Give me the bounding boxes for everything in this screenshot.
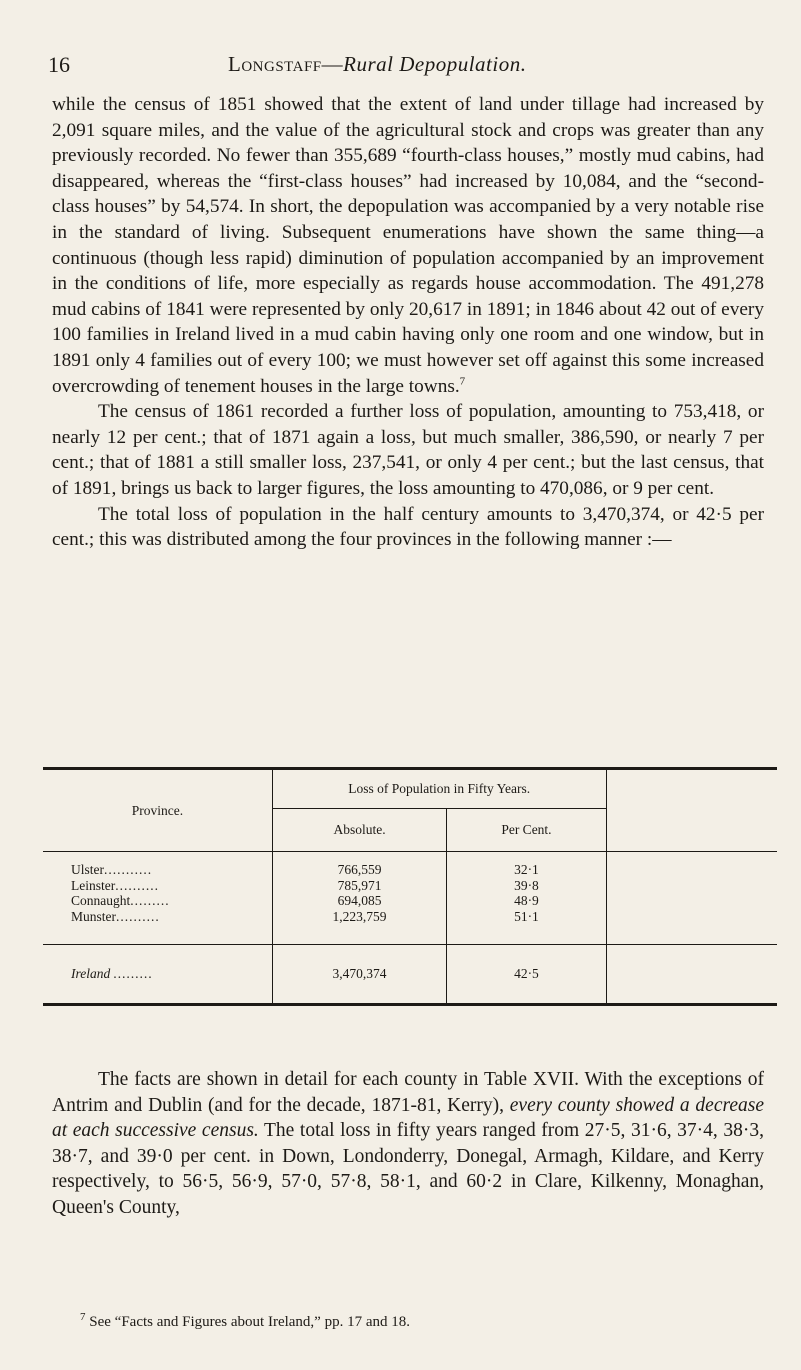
running-author: Longstaff — [228, 52, 322, 76]
running-title — [228, 52, 526, 77]
absolute-list — [272, 852, 446, 945]
paragraph-4: The facts are shown in detail for each county in Table XVII. With the exceptions of Antrim and Dublin (and for the decade, 1871-81, Kerry), every county showed a decrease at each successive census. The total loss in fifty years ranged from 27·5, 31·6, 37·4, 38·3, 38·7, and 39·0 per cent. in Down, Londonderry, Donegal, Armagh, Kildare, and Kerry respectively, to 56·5, 56·9, 57·0, 57·8, 58·1, and 60·2 in Clare, Kilkenny, Monaghan, Queen's County, — [52, 1069, 764, 1218]
running-header — [48, 52, 761, 86]
footnote — [80, 1311, 410, 1331]
footnote-mark: 7 — [80, 1311, 86, 1323]
table-row-ulster: Ulster........... — [71, 862, 153, 877]
blank-column — [606, 769, 777, 852]
blank-cell — [606, 852, 777, 945]
header-absolute: Absolute. — [272, 809, 446, 852]
table-row-total — [43, 945, 777, 1005]
total-absolute: 3,470,374 — [272, 945, 446, 1005]
percent-ulster: 32·1 — [514, 862, 539, 877]
header-province: Province. — [131, 802, 184, 818]
emphasis-text: every county showed a decrease at each successive census. — [52, 1094, 764, 1142]
absolute-connaught: 694,085 — [337, 893, 382, 909]
total-province: Ireland ......... — [43, 945, 272, 1005]
body-text-after-table — [52, 1067, 764, 1221]
footnote-ref: 7 — [459, 375, 466, 388]
paragraph-1: while the census of 1851 showed that the extent of land under tillage had increased by 2,091 square miles, and the value of the agricultural stock and crops was greater than any previously recorded. No fewer than 355,689 “fourth-class houses,” mostly mud cabins, had disappeared, whereas the “first-class houses” had increased by 10,084, and the “second-class houses” by 54,574. In short, the depopulation was accompanied by a very notable rise in the standard of living. Subsequent enumerations have shown the same thing—a continuous (though less rapid) diminution of population accompanied by an improvement in the conditions of life, more especially as regards house accommodation. The 491,278 mud cabins of 1841 were represented by only 20,617 in 1891; in 1846 about 42 out of every 100 families in Ireland lived in a mud cabin having only one room and one window, but in 1891 only 4 families out of every 100; we must however set off against this some increased overcrowding of tenement houses in the large towns.$^7$ — [52, 94, 764, 397]
absolute-munster: 1,223,759 — [332, 908, 387, 924]
percent-list — [447, 852, 606, 945]
province-list — [43, 852, 272, 945]
paragraph-3: The total loss of population in the half century amounts to 3,470,374, or 42·5 per cent.; this was distributed among the four provinces in the following manner :— — [52, 503, 764, 551]
absolute-leinster: 785,971 — [337, 877, 382, 893]
paragraph-2: The census of 1861 recorded a further loss of population, amounting to 753,418, or nearly 12 per cent.; that of 1871 again a loss, but much smaller, 386,590, or nearly 7 per cent.; that of 1881 a still smaller loss, 237,541, or only 4 per cent.; but the last census, that of 1891, brings us back to larger figures, the loss amounting to 470,086, or 9 per cent. — [52, 401, 764, 499]
running-separator: — — [321, 52, 344, 76]
percent-connaught: 48·9 — [514, 893, 539, 909]
header-percent: Per Cent. — [447, 809, 606, 852]
page-number: 16 — [48, 52, 70, 77]
population-loss-table — [43, 767, 777, 1006]
table-row-munster: Munster.......... — [71, 908, 160, 924]
blank-cell-total — [606, 945, 777, 1005]
running-title-text: Rural Depopulation. — [343, 52, 527, 76]
percent-munster: 51·1 — [514, 908, 539, 924]
body-text — [52, 92, 764, 553]
total-percent: 42·5 — [447, 945, 606, 1005]
header-loss-group: Loss of Population in Fifty Years. — [272, 769, 606, 809]
table-row-connaught: Connaught......... — [71, 893, 170, 909]
footnote-text: See “Facts and Figures about Ireland,” pp. 17 and 18. — [89, 1314, 410, 1330]
absolute-ulster: 766,559 — [337, 862, 382, 877]
percent-leinster: 39·8 — [514, 877, 539, 893]
table-row-leinster: Leinster.......... — [71, 877, 159, 893]
